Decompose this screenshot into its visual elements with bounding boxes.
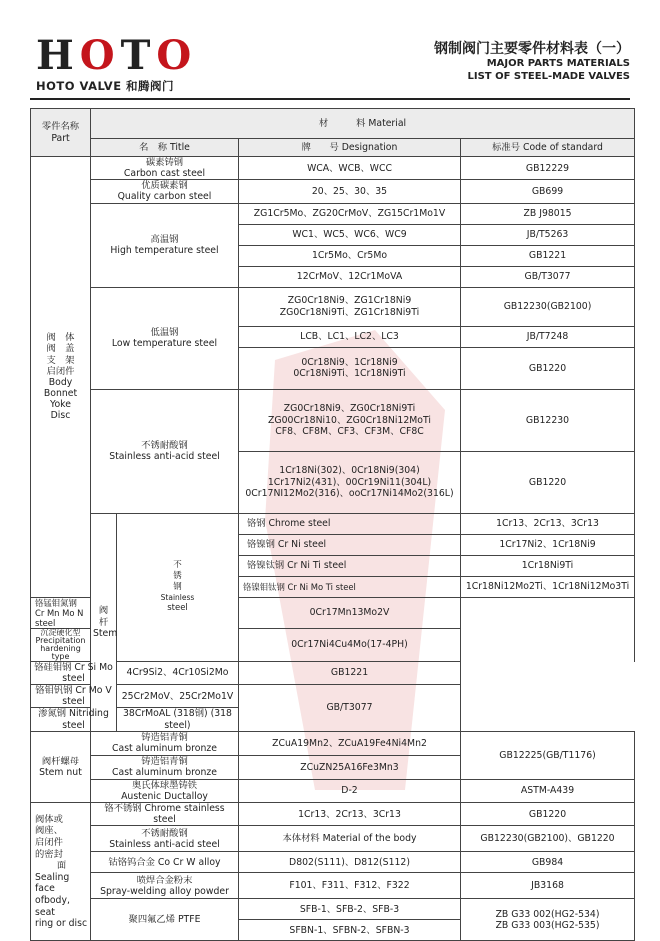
part-label: 阀座、 [35,825,63,837]
stemnut-part-cell [31,731,91,802]
title-cn: 铸造铝青铜 [141,732,188,744]
title-cell [91,731,239,755]
title-cn: 不锈耐酸钢 [141,827,188,839]
standard-cell: GB/T3077 [461,266,635,287]
title-en: High temperature steel [110,245,219,257]
standard-cell: GB12230(GB2100)、GB1220 [461,826,635,852]
designation-cell [239,347,461,389]
table-row [31,513,635,534]
standard-cell: GB1220 [461,803,635,826]
designation-cell: 1Cr13、2Cr13、3Cr13 [461,513,635,534]
designation-cell: D802(S111)、D812(S112) [239,852,461,873]
designation-cell: WCA、WCB、WCC [239,157,461,180]
part-label: 启闭件 [46,365,75,377]
title-cell: 铬不锈钢 Chrome stainless steel [91,803,239,826]
designation-cell: F101、F311、F312、F322 [239,873,461,899]
title-cn: 沉淀硬化型 [40,627,81,637]
title-en: hardening type [40,643,81,661]
part-header [31,109,91,157]
part-label: 阀 杆 [98,605,118,628]
title-cell: 铬镍钼钛钢 Cr Ni Mo Ti steel [239,576,461,597]
part-label: ofbody, seat [35,894,70,918]
title-en: Low temperature steel [111,338,218,350]
title-cell [31,628,91,661]
part-label: Yoke [50,399,71,411]
designation-line: 1Cr17Ni2(431)、00Cr19Ni11(304L) [267,476,432,488]
title-cell [91,389,239,513]
body-part-cell [31,157,91,598]
standard-cell: ZB J98015 [461,203,635,224]
designation-cell: 1Cr5Mo、Cr5Mo [239,245,461,266]
standard-cell: GB1220 [461,347,635,389]
table-row [31,389,635,451]
part-label: Disc [50,410,71,422]
standard-line: ZB G33 002(HG2-534) [495,908,600,920]
table-row [31,731,635,755]
part-label: 阀体或 [35,813,63,825]
part-label: Sealing face [35,871,70,895]
group-label: 钢 [173,582,182,593]
standard-cell: GB699 [461,180,635,203]
header-divider [30,98,630,100]
designation-cell: SFBN-1、SFBN-2、SFBN-3 [239,920,461,941]
designation-line: 1Cr18Ni(302)、0Cr18Ni9(304) [279,465,420,477]
designation-cell: 25Cr2MoV、25Cr2Mo1V [117,685,239,708]
designation-cell: 1Cr18Ni12Mo2Ti、1Cr18Ni12Mo3Ti [461,576,635,597]
title-en: Spray-welding alloy powder [100,885,229,897]
part-label: 面 [56,860,67,872]
title-en: Quality carbon steel [117,191,212,203]
designation-cell: 0Cr17Ni4Cu4Mo(17-4PH) [239,628,461,661]
page-header [0,0,660,100]
title-cell [91,873,239,899]
group-label: 不 [173,560,182,571]
title-en: Austenic Ductalloy [121,790,208,802]
table-row [31,180,635,203]
part-header-en: Part [51,132,70,144]
designation-line: ZG0Cr18Ni9、ZG1Cr18Ni9 [287,295,412,307]
designation-cell: 38CrMoAL (318钢) (318 steel) [117,708,239,731]
designation-cell: WC1、WC5、WC6、WC9 [239,224,461,245]
table-row [31,157,635,180]
standard-cell: JB/T5263 [461,224,635,245]
title-cn: 碳素铸钢 [145,157,184,168]
table-row [31,287,635,326]
table-subheader-row [31,139,635,157]
part-header-cn: 零件名称 [41,121,80,133]
title-cell: 铬镍钛钢 Cr Ni Ti steel [239,555,461,576]
designation-cell: D-2 [239,779,461,802]
table-row [31,203,635,224]
part-label: 的密封 [35,848,63,860]
designation-cell [239,287,461,326]
designation-cell [239,451,461,513]
group-label: 锈 [173,571,182,582]
title-cell: 铬钢 Chrome steel [239,513,461,534]
designation-cell: 20、25、30、35 [239,180,461,203]
title-cell [91,180,239,203]
hoto-logo: HOTO [36,32,198,79]
designation-header: 牌 号 Designation [239,139,461,157]
designation-cell: 1Cr18Ni9Ti [461,555,635,576]
designation-line: CF8、CF8M、CF3、CF3M、CF8C [275,425,424,437]
part-label: 阀杆螺母 [41,755,80,767]
designation-cell [239,389,461,451]
designation-line: 0Cr17NI12Mo2(316)、ooCr17Ni14Mo2(316L) [245,487,454,499]
part-label: Body [48,376,73,388]
table-row [31,685,635,708]
part-label: Stem [93,627,118,639]
table-row [31,661,635,684]
title-cell: 铬钼钒钢 Cr Mo V steel [31,685,117,708]
title-cell: 铬硅钼钢 Cr Si Mo steel [31,661,117,684]
title-cell [91,826,239,852]
title-en: Stainless anti-acid steel [109,451,220,463]
title-header: 名 称 Title [91,139,239,157]
title-cn: 低温钢 [150,326,179,338]
part-label: 支 架 [46,354,75,366]
title-cell: 渗氮钢 Nitriding steel [31,708,117,731]
title-en: Cast aluminum bronze [112,743,217,755]
standard-cell: GB1221 [239,661,461,684]
designation-cell: 本体材料 Material of the body [239,826,461,852]
standard-cell: GB12230(GB2100) [461,287,635,326]
title-cn: 奥氏体球墨铸铁 [131,779,198,791]
designation-line: 0Cr18Ni9、1Cr18Ni9 [301,356,398,368]
designation-cell: ZG1Cr5Mo、ZG20CrMoV、ZG15Cr1Mo1V [239,203,461,224]
standard-cell: ASTM-A439 [461,779,635,802]
title-cn: 铸造铝青铜 [141,756,188,768]
table-row [31,899,635,920]
title-en: Stainless anti-acid steel [109,838,220,850]
title-en: Carbon cast steel [123,168,206,180]
designation-cell: ZCuA19Mn2、ZCuA19Fe4Ni4Mn2 [239,731,461,755]
standard-cell: GB12229 [461,157,635,180]
title-cell: 钴铬钨合金 Co Cr W alloy [91,852,239,873]
designation-cell: ZCuZN25A16Fe3Mn3 [239,755,461,779]
standard-cell: JB/T7248 [461,326,635,347]
part-label: ring or disc [35,918,88,930]
stainless-group-cell [117,513,239,661]
group-label: steel [167,603,188,614]
title-cell [91,157,239,180]
title-cn: 优质碳素钢 [141,180,188,192]
title-en: Precipitation [35,635,86,645]
title-cell: 铬锰钼氮钢 Cr Mn Mo N steel [31,597,91,628]
materials-table [30,108,635,941]
title-cell [91,755,239,779]
designation-cell: LCB、LC1、LC2、LC3 [239,326,461,347]
designation-line: ZG00Cr18Ni10、ZG0Cr18Ni12MoTi [268,414,431,426]
title-cell [91,287,239,389]
designation-cell: 1Cr13、2Cr13、3Cr13 [239,803,461,826]
designation-cell: 4Cr9Si2、4Cr10Si2Mo [117,661,239,684]
title-en: Cast aluminum bronze [112,767,217,779]
standard-cell: GB12225(GB/T1176) [461,731,635,779]
part-label: 启闭件 [35,836,63,848]
standard-cell [461,899,635,941]
designation-line: 0Cr18Ni9Ti、1Cr18Ni9Ti [293,368,406,380]
title-cell: 聚四氟乙烯 PTFE [91,899,239,941]
table-header-row [31,109,635,139]
page-title-cn: 钢制阀门主要零件材料表（一） [434,41,630,57]
brand-subtitle: HOTO VALVE 和腾阀门 [36,79,175,93]
standard-header: 标准号 Code of standard [461,139,635,157]
standard-line: ZB G33 003(HG2-535) [495,919,600,931]
sealing-part-cell [31,803,91,941]
part-label: 阀 体 [46,332,75,344]
part-label: Bonnet [43,387,78,399]
table-row [31,873,635,899]
standard-cell: JB3168 [461,873,635,899]
designation-cell: 1Cr17Ni2、1Cr18Ni9 [461,534,635,555]
material-header: 材 料 Material [91,109,635,139]
table-row [31,779,635,802]
standard-cell: GB1221 [461,245,635,266]
standard-cell: GB984 [461,852,635,873]
designation-cell: 12CrMoV、12Cr1MoVA [239,266,461,287]
title-cell [91,779,239,802]
part-label: 阀 盖 [46,343,75,355]
title-cn: 喷焊合金粉末 [136,874,193,886]
designation-cell: SFB-1、SFB-2、SFB-3 [239,899,461,920]
title-cell: 铬镍钢 Cr Ni steel [239,534,461,555]
group-label: Stainless [160,593,195,603]
designation-cell: 0Cr17Mn13Mo2V [239,597,461,628]
title-cn: 高温钢 [150,233,179,245]
title-cell [91,203,239,287]
page-title-en-line2: LIST OF STEEL-MADE VALVES [467,71,630,82]
page-title-en-line1: MAJOR PARTS MATERIALS [486,58,630,69]
table-row [31,803,635,826]
part-label: Stem nut [39,766,82,778]
standard-cell: GB12230 [461,389,635,451]
standard-cell: GB1220 [461,451,635,513]
standard-cell: GB/T3077 [239,685,461,732]
table-row [31,852,635,873]
title-cn: 不锈耐酸钢 [141,439,188,451]
designation-line: ZG0Cr18Ni9、ZG0Cr18Ni9Ti [283,403,416,415]
designation-line: ZG0Cr18Ni9Ti、ZG1Cr18Ni9Ti [279,306,420,318]
table-row [31,826,635,852]
